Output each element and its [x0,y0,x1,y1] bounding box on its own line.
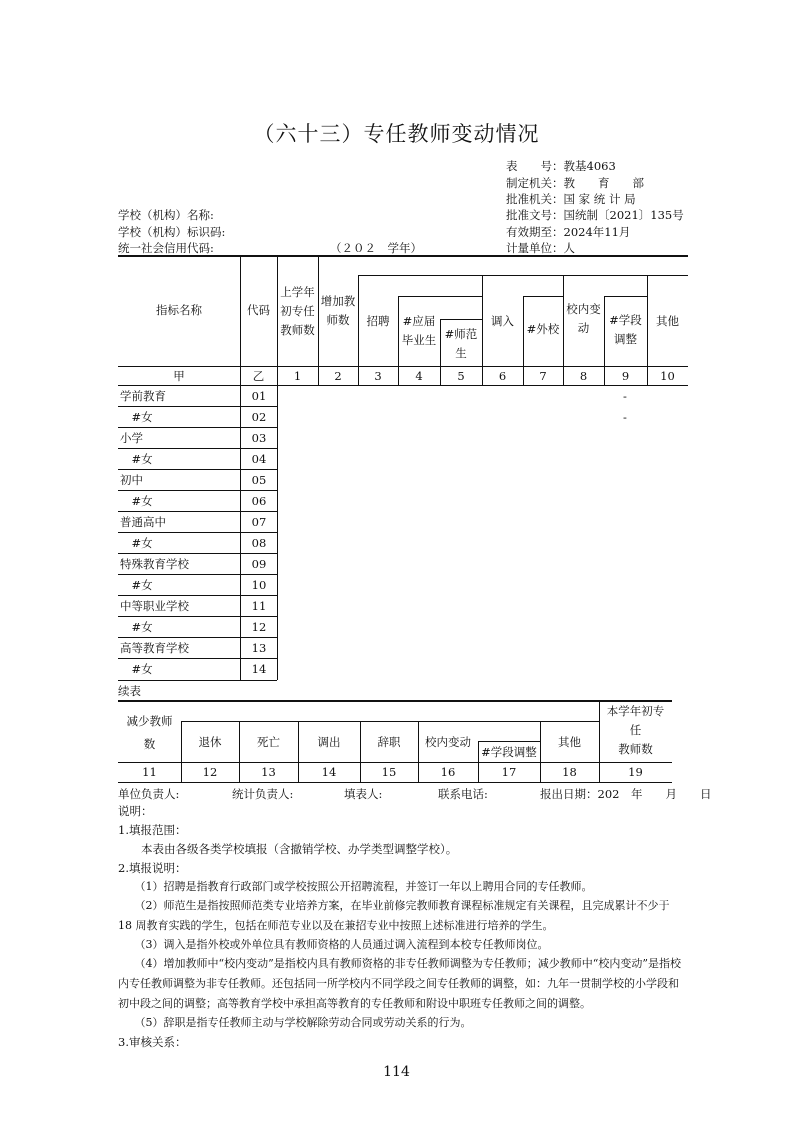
col-fresh-graduates: #应届 毕业生 [401,314,437,347]
note-scope-heading: 1.填报范围： [118,823,187,837]
report-date-label: 报出日期：202 年 月 日 [540,787,712,801]
col-transfer-in: 调入 [491,314,514,328]
col-decrease: 减少教师 数 [126,714,173,751]
approval-number: 批准文号：国统制〔2021〕135号 [506,208,684,222]
col-recruit: 招聘 [366,314,390,328]
col-stage-adjust: #学段 调整 [609,313,642,346]
note-item-1: （1）招聘是指教育行政部门或学校按照公开招聘流程，并签订一年以上聘用合同的专任教师。 [118,880,593,893]
filler-label: 填表人: [344,787,383,801]
credit-code-label: 统一社会信用代码: [118,241,214,255]
valid-until: 有效期至：2024年11月 [506,225,631,239]
note-scope-text: 本表由各级各类学校填报（含撤销学校、办学类型调整学校）。 [118,842,458,856]
approving-authority: 批准机关：国 家 统 计 局 [506,192,636,206]
col-code: 代码 [247,303,270,317]
col-resign: 辞职 [377,735,401,749]
note-item-2: （2）师范生是指按照师范类专业培养方案，在毕业前修完教师教育课程标准规定有关课程，且完成累计不少于 18 周教育实践的学生，包括在师范专业以及在兼招专业中按照上述标准进行培养的学生。 [118,899,670,932]
note-item-3: （3）调入是指外校或外单位具有教师资格的人员通过调入流程到本校专任教师岗位。 [118,938,549,951]
col-other: 其他 [656,314,679,328]
col-indicator-name: 指标名称 [156,303,202,317]
school-id-label: 学校（机构）标识码: [118,225,226,239]
notes-heading: 说明： [118,804,153,818]
continuation-caption: 续表 [118,684,141,698]
stat-head-label: 统计负责人: [232,787,294,801]
col-stage-adjust-2: #学段调整 [481,745,537,759]
col-death: 死亡 [257,735,280,749]
col-normal-students: #师范 生 [444,327,478,360]
col-other-2: 其他 [558,735,581,749]
note-audit-heading: 3.审核关系： [118,1035,187,1049]
col-prev-year-teachers: 上学年 初专任 教师数 [280,285,315,337]
measure-unit: 计量单位：人 [506,241,575,255]
table-number: 表 号：教基4063 [506,159,616,173]
col-increase: 增加教 师数 [320,294,356,327]
school-name-label: 学校（机构）名称: [118,208,214,222]
note-item-5: （5）辞职是指专任教师主动与学校解除劳动合同或劳动关系的行为。 [118,1016,472,1029]
phone-label: 联系电话: [438,787,488,801]
col-internal-change-2: 校内变动 [425,735,471,749]
note-item-4: （4）增加教师中“校内变动”是指校内具有教师资格的非专任教师调整为专任教师；减少教师中“校内变动”是指校内专任教师调整为非专任教师。还包括同一所学校内不同学段之间专任教师的调整，如：九年一贯制学校的小学段和初中段之间的调整；高等教育学校中承担高等教育的专任教师和附设中职班专任教师之间的调整。 [118,957,681,1010]
col-current-teachers: 本学年初专 任 教师数 [606,704,665,756]
school-year-label: （２０２ 学年） [330,241,422,255]
col-internal-change: 校内变 动 [566,302,601,335]
note-explain-heading: 2.填报说明： [118,861,187,875]
col-transfer-out: 调出 [317,735,341,749]
col-outside-school: #外校 [526,322,560,336]
issuing-authority: 制定机关：教 育 部 [506,176,644,190]
page-number: 114 [383,1064,410,1080]
col-retire: 退休 [198,735,222,749]
unit-head-label: 单位负责人: [118,787,180,801]
page-title: （六十三）专任教师变动情况 [253,122,540,146]
